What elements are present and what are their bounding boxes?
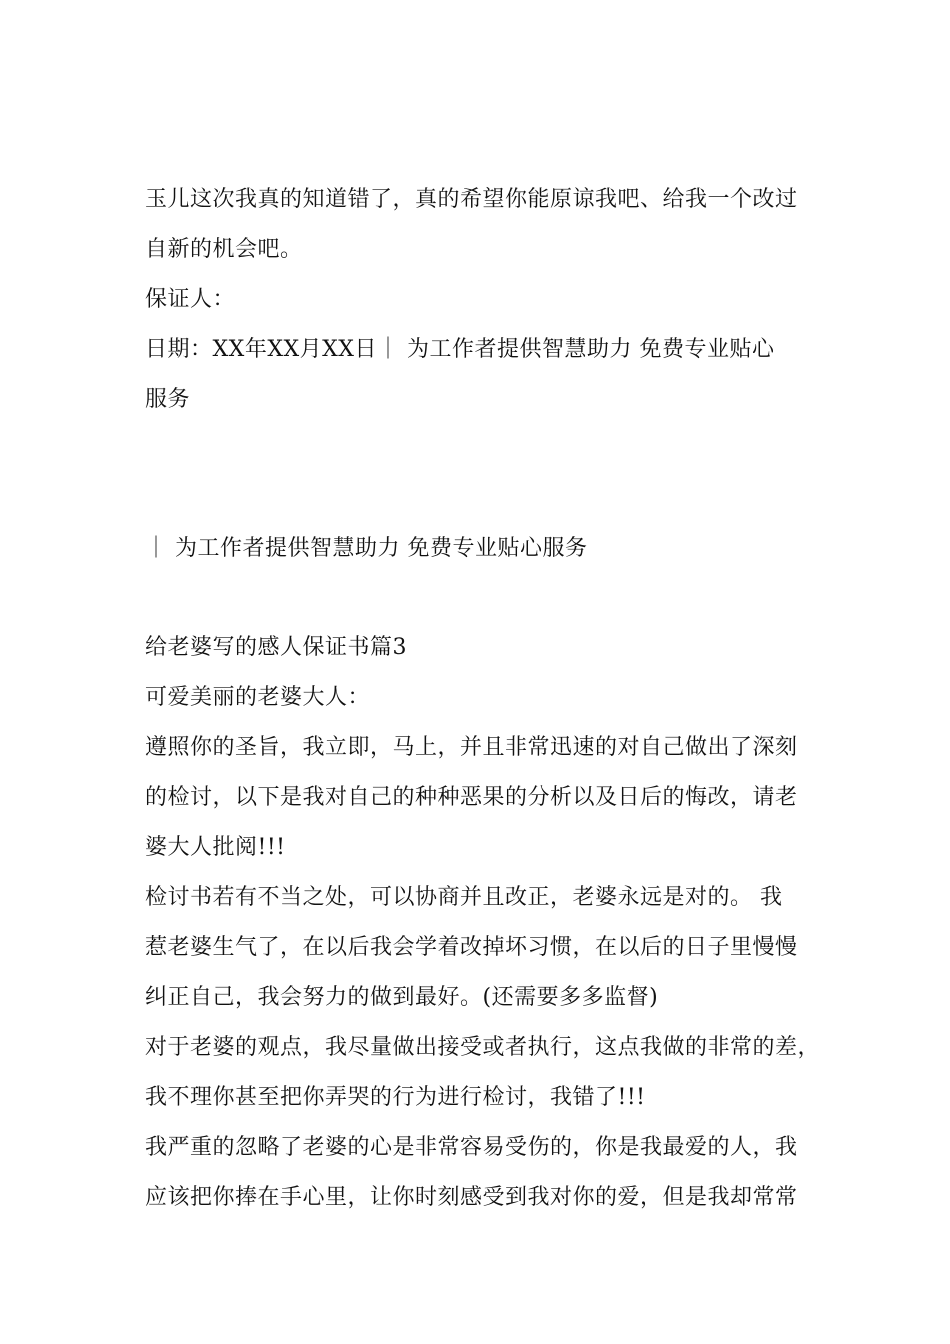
- text-line: 检讨书若有不当之处，可以协商并且改正，老婆永远是对的。 我: [145, 885, 783, 910]
- text-line: 对于老婆的观点，我尽量做出接受或者执行，这点我做的非常的差，: [145, 1035, 821, 1060]
- text-line: 我不理你甚至把你弄哭的行为进行检讨，我错了!!!: [145, 1085, 646, 1110]
- footer-slogan: ｜ 为工作者提供智慧助力 免费专业贴心服务: [145, 536, 588, 561]
- text-line: 婆大人批阅!!!: [145, 835, 286, 860]
- text-line: 玉儿这次我真的知道错了，真的希望你能原谅我吧、给我一个改过: [145, 187, 798, 212]
- section-title: 给老婆写的感人保证书篇3: [145, 635, 407, 660]
- text-line: 遵照你的圣旨，我立即，马上，并且非常迅速的对自己做出了深刻: [145, 735, 798, 760]
- salutation: 可爱美丽的老婆大人：: [145, 685, 371, 710]
- text-line: 纠正自己，我会努力的做到最好。(还需要多多监督): [145, 985, 659, 1010]
- text-line: 的检讨，以下是我对自己的种种恶果的分析以及日后的悔改，请老: [145, 785, 798, 810]
- text-line: 应该把你捧在手心里，让你时刻感受到我对你的爱，但是我却常常: [145, 1185, 798, 1210]
- text-line: 我严重的忽略了老婆的心是非常容易受伤的，你是我最爱的人，我: [145, 1135, 798, 1160]
- date-line: 日期：XX年XX月XX日｜ 为工作者提供智慧助力 免费专业贴心: [145, 337, 775, 362]
- guarantor-label: 保证人：: [145, 287, 236, 312]
- text-line: 自新的机会吧。: [145, 237, 303, 262]
- text-line: 惹老婆生气了，在以后我会学着改掉坏习惯，在以后的日子里慢慢: [145, 935, 798, 960]
- text-line: 服务: [145, 387, 191, 412]
